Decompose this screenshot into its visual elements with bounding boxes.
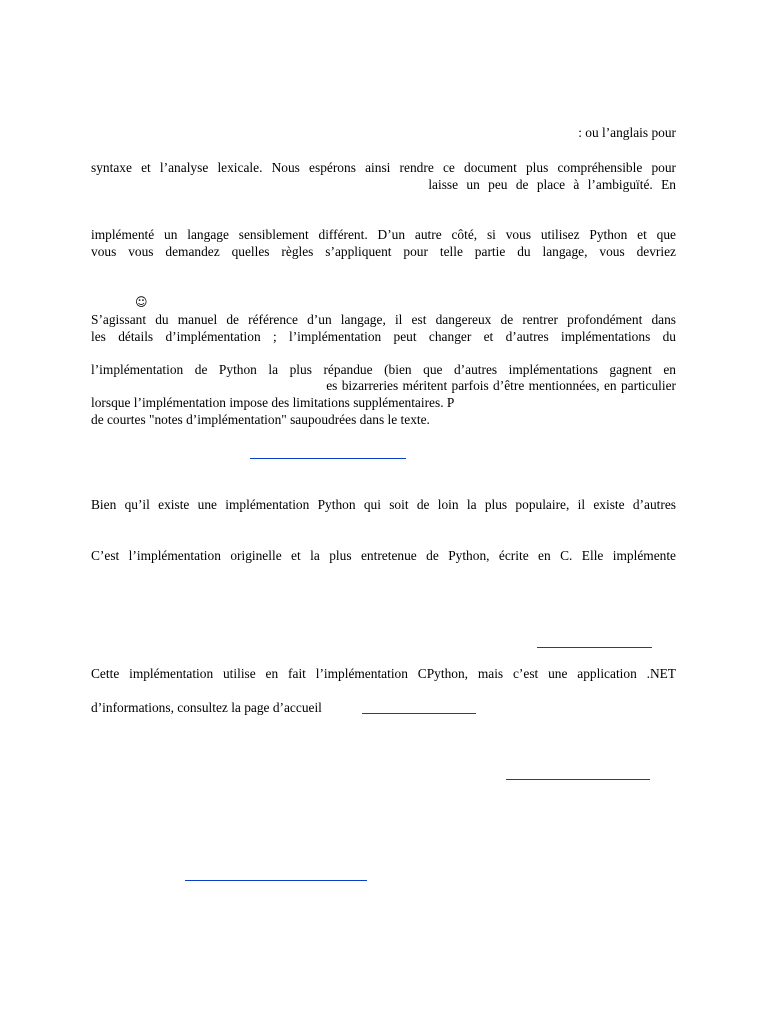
text-line-13: C’est l’implémentation originelle et la plus entretenue de Python, écrite en C. Elle implémente [91, 548, 676, 563]
text-line-6: S’agissant du manuel de référence d’un langage, il est dangereux de rentrer profondément dans [91, 312, 676, 327]
text-line-10: lorsque l’implémentation impose des limitations supplémentaires. P [91, 395, 455, 410]
smiley-icon: ☺ [135, 295, 148, 309]
text-line-4: implémenté un langage sensiblement différent. D’un autre côté, si vous utilisez Python et que [91, 227, 676, 242]
text-line-3: laisse un peu de place à l’ambiguïté. En [428, 177, 676, 192]
text-line-2: syntaxe et l’analyse lexicale. Nous espérons ainsi rendre ce document plus compréhensible pour [91, 160, 676, 175]
hyperlink-underline-4[interactable] [506, 779, 650, 780]
text-line-14: Cette implémentation utilise en fait l’implémentation CPython, mais c’est une application .NET [91, 666, 676, 681]
text-line-9: es bizarreries méritent parfois d’être mentionnées, en particulier [326, 378, 676, 393]
text-line-5: vous vous demandez quelles règles s’appliquent pour telle partie du langage, vous devriez [91, 244, 676, 259]
text-line-11: de courtes "notes d’implémentation" saupoudrées dans le texte. [91, 412, 430, 427]
text-line-1: : ou l’anglais pour [578, 125, 676, 140]
hyperlink-underline-5[interactable] [185, 880, 367, 881]
text-line-12: Bien qu’il existe une implémentation Python qui soit de loin la plus populaire, il existe d’autres [91, 497, 676, 512]
hyperlink-underline-3[interactable] [362, 713, 476, 714]
text-line-8: l’implémentation de Python la plus répandue (bien que d’autres implémentations gagnent en [91, 362, 676, 377]
text-line-15: d’informations, consultez la page d’accueil [91, 700, 322, 715]
text-line-7: les détails d’implémentation ; l’implémentation peut changer et d’autres implémentations du [91, 329, 676, 344]
hyperlink-underline-2[interactable] [537, 647, 652, 648]
hyperlink-underline-1[interactable] [250, 458, 406, 459]
